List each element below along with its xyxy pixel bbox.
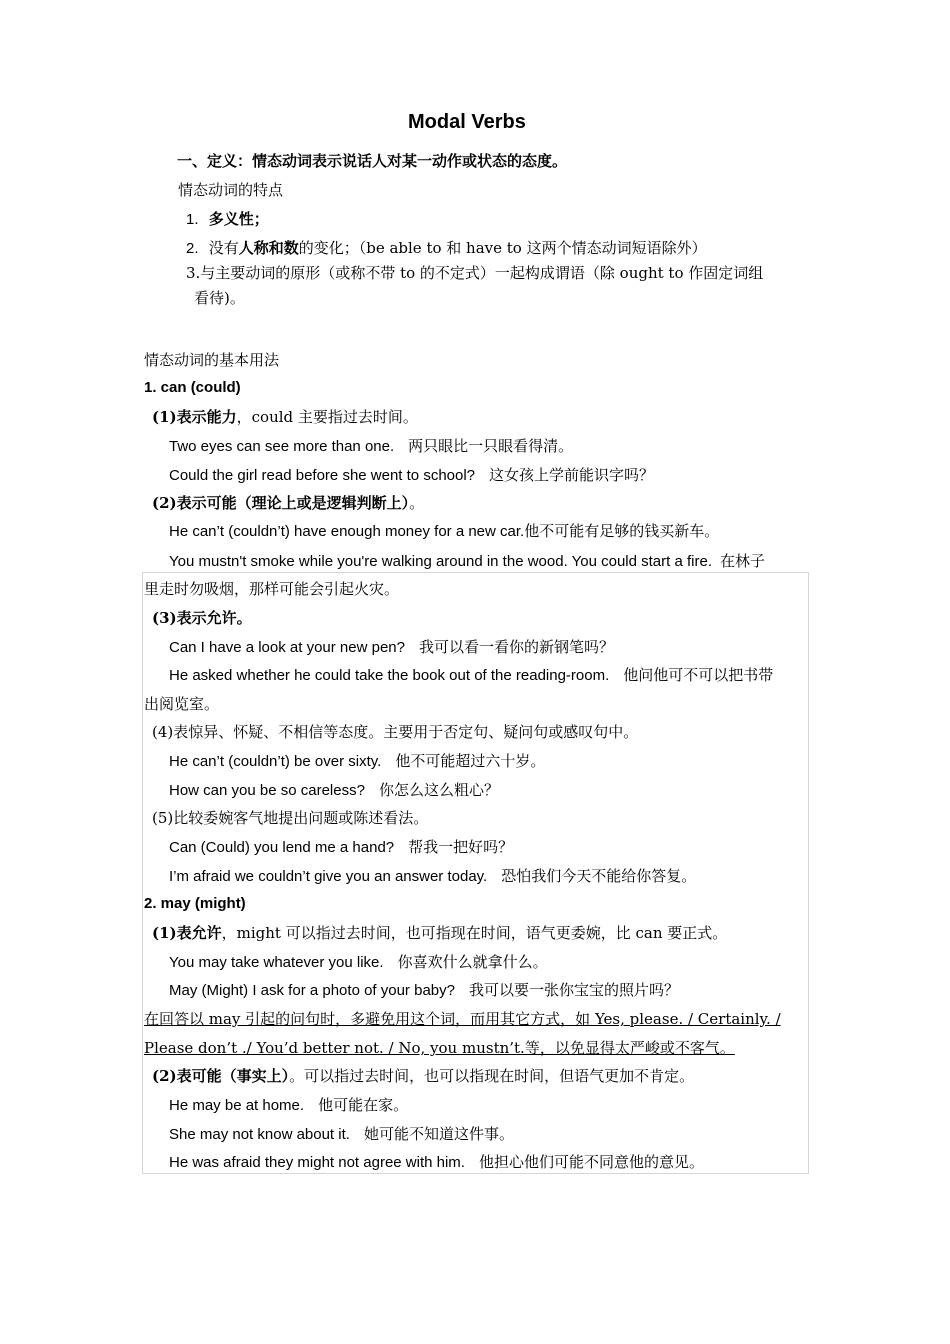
example-chinese: 恐怕我们今天不能给你答复。: [501, 867, 697, 885]
can-polite-example-2: [169, 866, 696, 887]
example-chinese: 两只眼比一只眼看得清。: [408, 437, 574, 455]
example-english: Two eyes can see more than one.: [169, 438, 395, 455]
example-english: He was afraid they might not agree with him.: [169, 1154, 465, 1171]
example-english: May (Might) I ask for a photo of your baby?: [169, 982, 455, 999]
may-permission: [152, 923, 727, 944]
can-ability-rest: ，could 主要指过去时间。: [236, 408, 418, 426]
example-chinese: 他问他可不可以把书带: [623, 666, 774, 684]
may-note-line-1: 在回答以 may 引起的问句时，多避免用这个词，而用其它方式，如 Yes, please. / Certainly. /: [144, 1010, 781, 1028]
feature-2-post: 的变化；（be able to 和 have to 这两个情态动词短语除外）: [298, 239, 707, 257]
example-english: I’m afraid we couldn’t give you an answer today.: [169, 868, 488, 885]
feature-1-number: 1.: [186, 211, 199, 228]
example-english: Can (Could) you lend me a hand?: [169, 839, 395, 856]
can-ability: [152, 407, 418, 428]
example-chinese: 他担心他们可能不同意他的意见。: [478, 1153, 704, 1171]
example-chinese: 他可能在家。: [318, 1096, 409, 1114]
example-english: Can I have a look at your new pen?: [169, 639, 405, 656]
feature-3-line-1: 3.与主要动词的原形（或称不带 to 的不定式）一起构成谓语（除 ought to 作固定词组: [186, 264, 764, 282]
may-possibility-example-3: [169, 1152, 704, 1173]
example-english: He asked whether he could take the book out of the reading-room.: [169, 667, 610, 684]
can-permission-label: (3)表示允许。: [152, 609, 252, 627]
may-possibility-label: (2)表可能（事实上）: [152, 1067, 290, 1085]
can-ability-label: (1)表示能力: [152, 408, 237, 426]
feature-1-text: 多义性；: [208, 210, 269, 228]
can-ability-example-1: [169, 436, 573, 457]
example-chinese: 你怎么这么粗心？: [378, 781, 499, 799]
example-chinese: 帮我一把好吗？: [408, 838, 514, 856]
can-permission-example-2: [169, 665, 773, 686]
example-chinese: 我可以看一看你的新钢笔吗？: [419, 638, 615, 656]
definition-line: 一、定义：情态动词表示说话人对某一动作或状态的态度。: [177, 152, 568, 170]
can-permission-example-2-cont: 出阅览室。: [144, 695, 220, 713]
may-permission-example-1: [169, 952, 548, 973]
may-note-line-2: Please don’t ./ You’d better not. / No, you mustn’t.等，以免显得太严峻或不客气。: [144, 1039, 735, 1057]
can-possibility-example-1: He can’t (couldn’t) have enough money for a new car.他不可能有足够的钱买新车。: [169, 523, 720, 540]
can-doubt-example-1: [169, 751, 545, 772]
may-possibility-rest: 。可以指过去时间，也可以指现在时间，但语气更加不肯定。: [289, 1067, 695, 1085]
can-possibility-example-2: [169, 551, 765, 572]
may-permission-label: (1)表允许: [152, 924, 222, 942]
may-possibility-example-2: [169, 1124, 514, 1145]
example-english: You mustn't smoke while you're walking around in the wood. You could start a fire.: [169, 553, 712, 570]
example-chinese: 她可能不知道这件事。: [363, 1125, 514, 1143]
can-possibility-example-2-cont: 里走时勿吸烟，那样可能会引起火灾。: [144, 580, 400, 598]
feature-2-pre: 没有: [208, 239, 239, 257]
feature-3-line-2: 看待)。: [194, 289, 245, 307]
can-polite-example-1: [169, 837, 513, 858]
example-chinese: 这女孩上学前能识字吗？: [489, 466, 655, 484]
may-permission-rest: ，might 可以指过去时间，也可指现在时间，语气更委婉，比 can 要正式。: [221, 924, 728, 942]
page-title: Modal Verbs: [408, 111, 526, 133]
can-doubt-label: (4)表惊异、怀疑、不相信等态度。主要用于否定句、疑问句或感叹句中。: [152, 723, 639, 741]
features-title: 情态动词的特点: [178, 181, 284, 199]
can-possibility-label: (2)表示可能（理论上或是逻辑判断上）: [152, 494, 410, 512]
feature-1: [186, 209, 269, 230]
example-english: He may be at home.: [169, 1097, 305, 1114]
can-ability-example-2: [169, 465, 654, 486]
example-english: How can you be so careless?: [169, 782, 365, 799]
can-polite-label: (5)比较委婉客气地提出问题或陈述看法。: [152, 809, 429, 827]
example-english: She may not know about it.: [169, 1126, 350, 1143]
example-english: He can’t (couldn’t) be over sixty.: [169, 753, 382, 770]
can-doubt-example-2: [169, 780, 499, 801]
usage-title: 情态动词的基本用法: [144, 351, 280, 369]
example-chinese: 你喜欢什么就拿什么。: [397, 953, 548, 971]
feature-2-number: 2.: [186, 240, 199, 257]
may-permission-example-2: [169, 980, 679, 1001]
feature-2-bold: 人称和数: [238, 239, 299, 257]
feature-2: [186, 238, 707, 259]
may-possibility-example-1: [169, 1095, 408, 1116]
can-possibility-rest: 。: [409, 494, 425, 512]
can-permission-example-1: [169, 637, 614, 658]
example-chinese: 在林子: [720, 552, 766, 570]
may-heading: 2. may (might): [144, 895, 246, 912]
can-possibility: [152, 493, 424, 514]
can-heading: 1. can (could): [144, 379, 241, 396]
example-chinese: 我可以要一张你宝宝的照片吗？: [468, 981, 679, 999]
example-chinese: 他不可能超过六十岁。: [395, 752, 546, 770]
example-english: Could the girl read before she went to school?: [169, 467, 476, 484]
example-english: You may take whatever you like.: [169, 954, 384, 971]
may-possibility: [152, 1066, 694, 1087]
